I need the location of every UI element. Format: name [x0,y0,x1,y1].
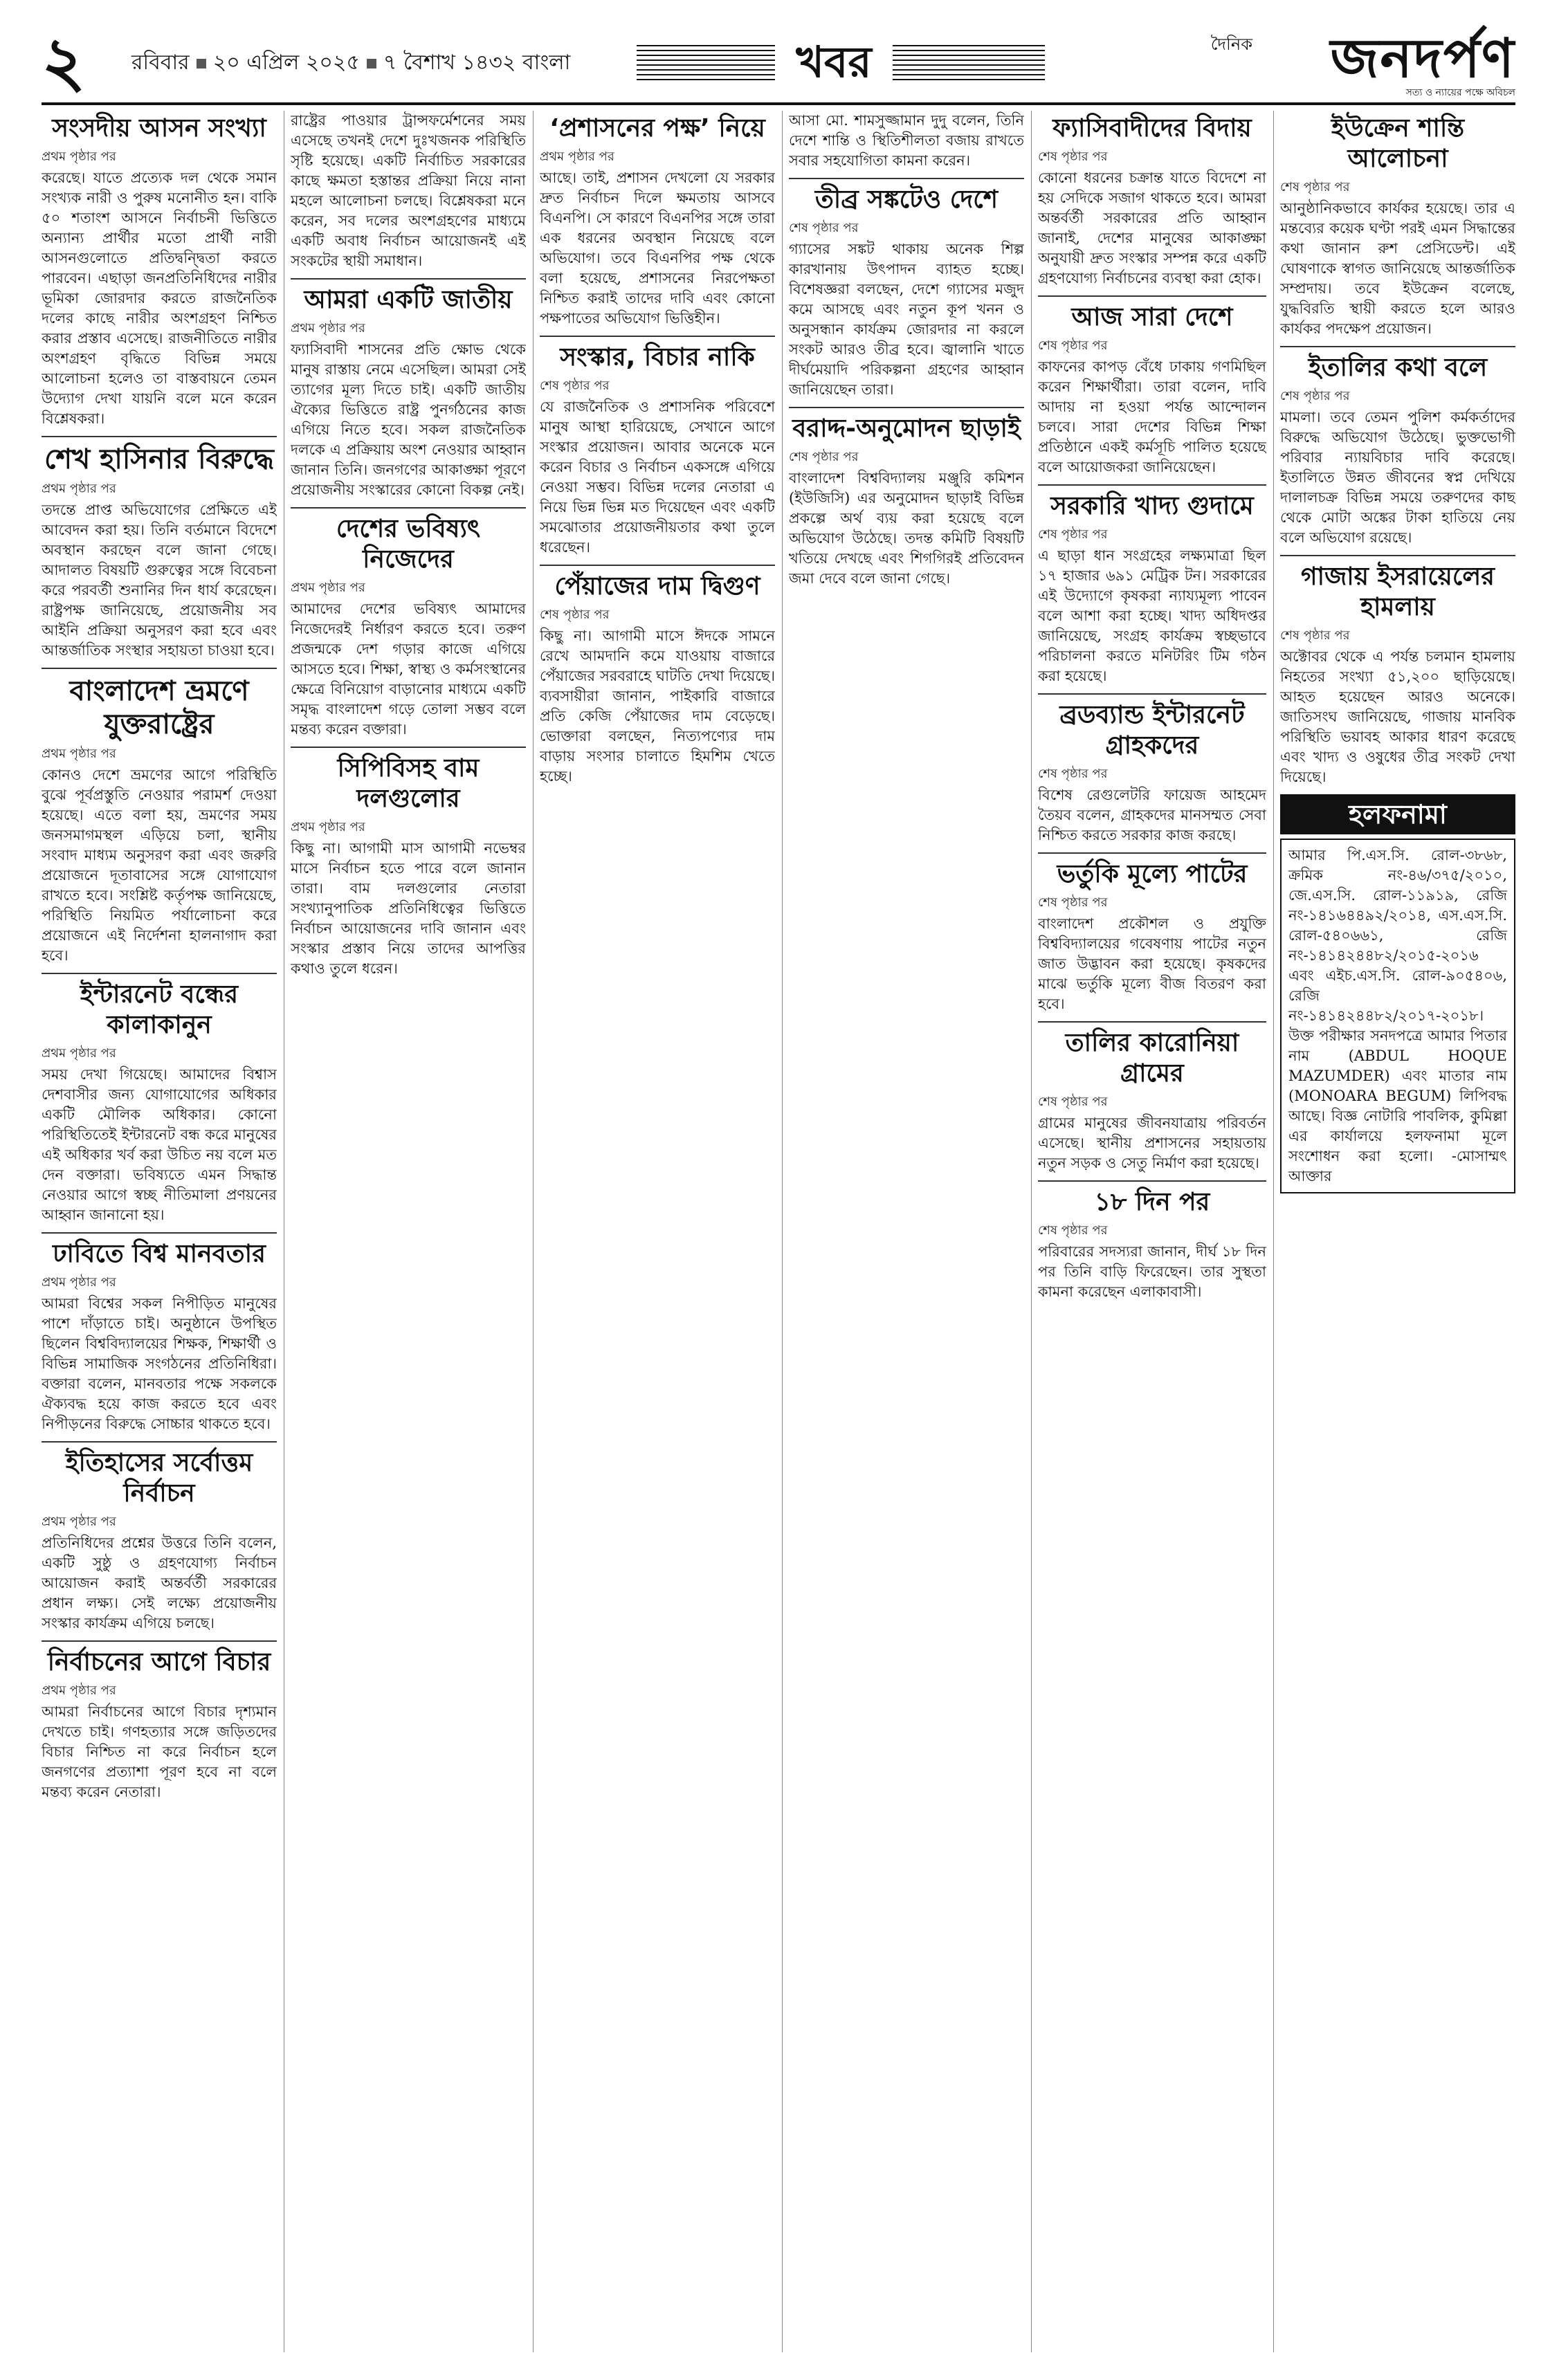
headline: তালির কারোনিয়া গ্রামের [1065,1029,1239,1088]
divider [1280,346,1515,347]
date-english: ২০ এপ্রিল ২০২৫ [212,51,360,75]
headline: আমরা একটি জাতীয় [304,286,513,314]
article [1038,1028,1266,1173]
continued-label: শেষ পৃষ্ঠার পর [1038,527,1108,542]
masthead [42,23,1515,102]
headline: ঢাবিতে বিশ্ব মানবতার [53,1240,266,1268]
continued-label: শেষ পৃষ্ঠার পর [1038,895,1108,910]
headline: সরকারি খাদ্য গুদামে [1050,492,1254,520]
continued-label: শেষ পৃষ্ঠার পর [1038,767,1108,781]
article [789,111,1024,171]
article-body: আছে। তাই, প্রশাসন দেখলো যে সরকার দ্রুত নির্বাচন দিলে ক্ষমতায় আসবে বিএনপি। সে কারণে বিএনপির সঙ্গে তারা এক ধরনের অবস্থান নিয়েছে বলে অভিযোগ। তবে বিএনপির পক্ষ থেকে বলা হয়েছে, প্রশাসনের নিরপেক্ষতা নিশ্চিত করাই তাদের দাবি এবং কোনো পক্ষপাতের অভিযোগ ভিত্তিহীন। [540,170,775,327]
article-body: গ্যাসের সঙ্কট থাকায় অনেক শিল্প কারখানায় উৎপাদন ব্যাহত হচ্ছে। বিশেষজ্ঞরা বলছেন, দেশে গ্যাসের মজুদ কমে আসছে এবং নতুন কূপ খনন ও অনুসন্ধান কার্যক্রম জোরদার না করলে সংকট আরও তীব্র হবে। জ্বালানি খাতে দীর্ঘমেয়াদি পরিকল্পনা গ্রহণের আহ্বান জানিয়েছেন তারা। [789,241,1024,398]
article-body: আনুষ্ঠানিকভাবে কার্যকর হয়েছে। তার এ মন্তব্যের কয়েক ঘণ্টা পরই এমন সিদ্ধান্তের কথা জানান রুশ প্রেসিডেন্ট। এই ঘোষণাকে স্বাগত জানিয়েছে আন্তর্জাতিক সম্প্রদায়। তবে ইউক্রেন বলেছে, যুদ্ধবিরতি স্থায়ী করতে হলে আরও কার্যকর পদক্ষেপ প্রয়োজন। [1280,200,1515,337]
affidavit-notice [1280,839,1515,1193]
article [42,1647,277,1802]
article [42,1448,277,1633]
dateline [131,46,570,81]
article [42,675,277,966]
article [1280,562,1515,787]
continued-label: শেষ পৃষ্ঠার পর [1038,338,1108,353]
article-body: তদন্তে প্রাপ্ত অভিযোগের প্রেক্ষিতে এই আবেদন করা হয়। তিনি বর্তমানে বিদেশে অবস্থান করছেন বলে জানা গেছে। আদালত বিষয়টি গুরুত্বের সঙ্গে বিবেচনা করে পরবর্তী শুনানির দিন ধার্য করেছেন। রাষ্ট্রপক্ষ জানিয়েছে, প্রয়োজনীয় সব আইনি প্রক্রিয়া অনুসরণ করা হবে এবং আন্তর্জাতিক সংস্থার সহায়তা চাওয়া হবে। [42,502,277,659]
column-3 [540,111,775,2352]
article [789,414,1024,589]
article-body: সময় দেখা গিয়েছে। আমাদের বিশ্বাস দেশবাসীর জন্য যোগাযোগের অধিকার একটি মৌলিক অধিকার। কোনো পরিস্থিতিতেই ইন্টারনেট বন্ধ করে মানুষের এই অধিকার খর্ব করা উচিত নয় বলে মত দেন বক্তারা। ভবিষ্যতে এমন সিদ্ধান্ত নেওয়ার আগে স্বচ্ছ নীতিমালা প্রণয়নের আহ্বান জানানো হয়। [42,1066,277,1223]
article [291,111,526,271]
continued-label: প্রথম পৃষ্ঠার পর [42,1683,116,1698]
divider [42,668,277,669]
newspaper-brand [1142,28,1515,97]
continued-label: প্রথম পৃষ্ঠার পর [42,1514,116,1529]
divider [291,278,526,280]
article [1038,700,1266,845]
divider [1038,295,1266,297]
column-rule [1031,111,1032,2352]
divider [291,747,526,748]
column-rule [533,111,534,2352]
divider [1280,555,1515,556]
continued-label: শেষ পৃষ্ঠার পর [1280,389,1350,403]
headline: শেখ হাসিনার বিরুদ্ধে [44,443,274,475]
continued-label: শেষ পৃষ্ঠার পর [1038,1223,1108,1238]
divider [789,178,1024,179]
article-body: কিছু না। আগামী মাস আগামী নভেম্বর মাসে নির্বাচন হতে পারে বলে জানান তারা। বাম দলগুলোর নেতারা সংখ্যানুপাতিক প্রতিনিধিত্বের ভিত্তিতে নির্বাচন আয়োজনের দাবি জানান এবং সংস্কার প্রস্তাব নিয়ে তাদের আপত্তির কথাও তুলে ধরেন। [291,840,526,977]
article [1038,302,1266,477]
continued-label: প্রথম পৃষ্ঠার পর [42,149,116,164]
headline: দেশের ভবিষ্যৎ নিজেদের [336,515,481,574]
column-4 [789,111,1024,2352]
headline: ইন্টারনেট বন্ধের কালাকানুন [80,980,239,1039]
article [42,443,277,661]
article [42,1239,277,1434]
article [42,113,277,429]
column-rule [782,111,783,2352]
page-number: ২ [42,23,86,102]
headline: ভর্তুকি মূল্যে পাটের [1057,860,1248,888]
brand-name: জনদর্পণ [1330,28,1515,90]
divider [42,436,277,437]
article-body: কিছু না। আগামী মাসে ঈদকে সামনে রেখে আমদানি কমে যাওয়ায় বাজারে পেঁয়াজের সরবরাহে ঘাটতি দেখা দিয়েছে। ব্যবসায়ীরা জানান, পাইকারি বাজারে প্রতি কেজি পেঁয়াজের দাম বেড়েছে। ভোক্তারা বলছেন, নিত্যপণ্যের দাম বাড়ায় সংসার চালাতে হিমশিম খেতে হচ্ছে। [540,628,775,785]
article-body: বাংলাদেশ বিশ্ববিদ্যালয় মঞ্জুরি কমিশন (ইউজিসি) এর অনুমোদন ছাড়াই বিভিন্ন প্রকল্পে অর্থ ব্যয় করা হয়েছে বলে অভিযোগ উঠেছে। তদন্ত কমিটি বিষয়টি খতিয়ে দেখছে এবং শিগগিরই প্রতিবেদন জমা দেবে বলে জানা গেছে। [789,470,1024,587]
divider [789,407,1024,408]
column-6 [1280,111,1515,2352]
headline: সিপিবিসহ বাম দলগুলোর [337,754,480,813]
continued-label: প্রথম পৃষ্ঠার পর [540,149,614,164]
article-body: আমরা নির্বাচনের আগে বিচার দৃশ্যমান দেখতে চাই। গণহত্যার সঙ্গে জড়িতদের বিচার নিশ্চিত না করে নির্বাচন হলে জনগণের প্রত্যাশা পূরণ হবে না বলে মন্তব্য করেন নেতারা। [42,1703,277,1800]
article [1280,353,1515,548]
headline: ফ্যাসিবাদীদের বিদায় [1052,114,1252,143]
continued-label: শেষ পৃষ্ঠার পর [1280,180,1350,194]
divider [1038,852,1266,854]
headline: ইতালির কথা বলে [1308,354,1488,382]
divider [42,1640,277,1642]
headline: বরাদ্দ-অনুমোদন ছাড়াই [792,414,1021,443]
article [540,113,775,329]
divider [1038,484,1266,486]
article-body: বাংলাদেশ প্রকৌশল ও প্রযুক্তি বিশ্ববিদ্যালয়ের গবেষণায় পাটের নতুন জাত উদ্ভাবন করা হয়েছে। কৃষকদের মাঝে ভর্তুকি মূল্যে বীজ বিতরণ করা হবে। [1038,915,1266,1012]
brand-prefix: দৈনিক [1210,35,1252,54]
article [789,185,1024,400]
headline: ইতিহাসের সর্বোত্তম নির্বাচন [65,1449,253,1508]
article [42,980,277,1225]
article-body: করেছে। যাতে প্রত্যেক দল থেকে সমান সংখ্যক নারী ও পুরুষ মনোনীত হন। বাকি ৫০ শতাংশ আসনে নির্বাচনী ভিত্তিতে অন্যান্য প্রার্থীর মতো প্রার্থী নারী আসনগুলোতে প্রতিদ্বন্দ্বিতা করতে পারবেন। এছাড়া জনপ্রতিনিধিদের নারীর ভূমিকা জোরদার করতে রাজনৈতিক দলের কাছে নারীর অংশগ্রহণ নিশ্চিত করার প্রস্তাব এসেছে। রাজনীতিতে নারীর অংশগ্রহণ বৃদ্ধিতে বিভিন্ন সময়ে আলোচনা হলেও তা বাস্তবায়নে তেমন উদ্যোগ দেখা যায়নি বলে মনে করেন বিশ্লেষকরা। [42,170,277,427]
headline: সংসদীয় আসন সংখ্যা [52,114,266,143]
headline: ‘প্রশাসনের পক্ষ’ নিয়ে [549,114,765,143]
headline: সংস্কার, বিচার নাকি [560,343,755,372]
day: রবিবার [131,51,190,75]
divider [42,973,277,974]
article-body: বিশেষ রেগুলেটরি ফায়েজ আহমেদ তৈয়ব বলেন, গ্রাহকদের মানসম্মত সেবা নিশ্চিত করতে সরকার কাজ করছে। [1038,787,1266,843]
article-body: পরিবারের সদস্যরা জানান, দীর্ঘ ১৮ দিন পর তিনি বাড়ি ফিরেছেন। তার সুস্থতা কামনা করেছেন এলাকাবাসী। [1038,1243,1266,1300]
headline: নির্বাচনের আগে বিচার [47,1648,271,1676]
continued-label: শেষ পৃষ্ঠার পর [540,607,610,622]
headline: পেঁয়াজের দাম দ্বিগুণ [554,572,760,601]
headline: ১৮ দিন পর [1094,1188,1210,1216]
continued-label: শেষ পৃষ্ঠার পর [789,221,859,235]
column-5 [1038,111,1266,2352]
divider [1038,1021,1266,1023]
continued-label: প্রথম পৃষ্ঠার পর [42,1275,116,1290]
headline: আজ সারা দেশে [1071,303,1233,331]
article-body: আমরা বিশ্বের সকল নিপীড়িত মানুষের পাশে দাঁড়াতে চাই। অনুষ্ঠানে উপস্থিত ছিলেন বিশ্ববিদ্যালয়ের শিক্ষক, শিক্ষার্থী ও বিভিন্ন সামাজিক সংগঠনের প্রতিনিধিরা। বক্তারা বলেন, মানবতার পক্ষে সকলকে ঐক্যবদ্ধ হয়ে কাজ করতে হবে এবং নিপীড়নের বিরুদ্ধে সোচ্চার থাকতে হবে। [42,1295,277,1432]
divider [1038,693,1266,695]
divider [42,1232,277,1234]
divider [540,336,775,337]
continued-label: শেষ পৃষ্ঠার পর [1038,1095,1108,1109]
article [291,753,526,979]
article-body: আমাদের দেশের ভবিষ্যৎ আমাদের নিজেদেরই নির্ধারণ করতে হবে। তরুণ প্রজন্মকে দেশ গড়ার কাজে এগিয়ে আসতে হবে। শিক্ষা, স্বাস্থ্য ও কর্মসংস্থানের ক্ষেত্রে বিনিয়োগ বাড়ানোর মাধ্যমে একটি সমৃদ্ধ বাংলাদেশ গড়ে তোলা সম্ভব বলে মন্তব্য করেন বক্তারা। [291,601,526,738]
brand-tagline: সত্য ও ন্যায়ের পক্ষে অবিচল [1405,87,1515,98]
article [1280,113,1515,339]
continued-label: শেষ পৃষ্ঠার পর [789,450,859,464]
section-label: খবর [775,35,893,90]
article [540,342,775,558]
notice-body: আমার পি.এস.সি. রোল-৩৮৬৮, ক্রমিক নং-৪৬/৩৭৫/২০১০, জে.এস.সি. রোল-১১৯১৯, রেজি নং-১৪১৬৪৪৯২/২০১৪, এস.এস.সি. রোল-৫৪০৬৬১, রেজি নং-১৪১৪২৪৪৮২/২০১৫-২০১৬ এবং এইচ.এস.সি. রোল-৯০৫৪০৬, রেজি নং-১৪১৪২৪৪৮২/২০১৭-২০১৮। উক্ত পরীক্ষার সনদপত্রে আমার পিতার নাম (ABDUL HOQUE MAZUMDER) এবং মাতার নাম (MONOARA BEGUM) লিপিবদ্ধ আছে। বিজ্ঞ নোটারি পাবলিক, কুমিল্লা এর কার্যালয়ে হলফনামা মূলে সংশোধন করা হলো। -মোসাম্মৎ আক্তার [1288,847,1507,1184]
masthead-rule [42,102,1515,105]
article-body: যে রাজনৈতিক ও প্রশাসনিক পরিবেশে মানুষ আস্থা হারিয়েছে, সেখানে আগে সংস্কার প্রয়োজন। আবার অনেকে মনে করেন বিচার ও নির্বাচন একসঙ্গে এগিয়ে নেওয়া সম্ভব। বিভিন্ন দলের নেতারা এ নিয়ে ভিন্ন ভিন্ন মত দিয়েছেন এবং একটি সমঝোতার প্রয়োজনীয়তার কথা তুলে ধরেছেন। [540,399,775,556]
headline: ব্রডব্যান্ড ইন্টারনেট গ্রাহকদের [1059,701,1245,760]
article-body: কোনো ধরনের চক্রান্ত যাতে বিদেশে না হয় সেদিকে সজাগ থাকতে হবে। আমরা অন্তর্বর্তী সরকারের প্রতি আহ্বান জানাই, দেশের মানুষের আকাঙ্ক্ষা অনুযায়ী দ্রুত সংস্কার সম্পন্ন করে একটি গ্রহণযোগ্য নির্বাচনের ব্যবস্থা করা হোক। [1038,170,1266,286]
article [1038,113,1266,289]
article [540,571,775,787]
headline: বাংলাদেশ ভ্রমণে যুক্তরাষ্ট্রের [69,675,249,740]
continued-label: প্রথম পৃষ্ঠার পর [42,747,116,761]
article-body: অক্টোবর থেকে এ পর্যন্ত চলমান হামলায় নিহতের সংখ্যা ৫১,২০০ ছাড়িয়েছে। আহত হয়েছেন আরও অনেকে। জাতিসংঘ জানিয়েছে, গাজায় মানবিক পরিস্থিতি ভয়াবহ আকার ধারণ করেছে এবং খাদ্য ও ওষুধের তীব্র সংকট দেখা দিয়েছে। [1280,648,1515,785]
column-1 [42,111,277,2352]
headline: তীব্র সঙ্কটেও দেশে [814,185,999,214]
article-body: রাষ্ট্রের পাওয়ার ট্রান্সফর্মেশনের সময় এসেছে তখনই দেশে দুঃখজনক পরিস্থিতি সৃষ্টি হয়েছে। একটি নির্বাচিত সরকারের কাছে ক্ষমতা হস্তান্তর প্রক্রিয়া নিয়ে নানা মহলে আলোচনা চলছে। বিশ্লেষকরা মনে করেন, সব দলের অংশগ্রহণের মাধ্যমে একটি অবাধ নির্বাচন আয়োজনই এই সংকটের স্থায়ী সমাধান। [291,112,526,269]
article [291,514,526,740]
headline: ইউক্রেন শান্তি আলোচনা [1331,114,1465,173]
continued-label: প্রথম পৃষ্ঠার পর [42,1046,116,1061]
article-body: ফ্যাসিবাদী শাসনের প্রতি ক্ষোভ থেকে মানুষ রাস্তায় নেমে এসেছিল। আমরা সেই ত্যাগের মূল্য দিতে চাই। একটি জাতীয় ঐক্যের ভিত্তিতে রাষ্ট্র পুনর্গঠনের কাজ এগিয়ে নিতে হবে। সকল রাজনৈতিক দলকে এ প্রক্রিয়ায় অংশ নেওয়ার আহ্বান জানান তিনি। জনগণের আকাঙ্ক্ষা পূরণে প্রয়োজনীয় সংস্কারের কোনো বিকল্প নেই। [291,341,526,498]
article [291,285,526,500]
article-body: কাফনের কাপড় বেঁধে ঢাকায় গণমিছিল করেন শিক্ষার্থীরা। তারা বলেন, দাবি আদায় না হওয়া পর্যন্ত আন্দোলন চলবে। সারা দেশের বিভিন্ন শিক্ষা প্রতিষ্ঠানে একই কর্মসূচি পালিত হয়েছে বলে আয়োজকরা জানিয়েছেন। [1038,358,1266,475]
separator-icon [197,59,206,68]
divider [1038,1180,1266,1182]
article-body: কোনও দেশে ভ্রমণের আগে পরিস্থিতি বুঝে পূর্বপ্রস্তুতি নেওয়ার পরামর্শ দেওয়া হয়েছে। এতে বলা হয়, ভ্রমণের সময় জনসমাগমস্থল এড়িয়ে চলা, স্থানীয় সংবাদ মাধ্যম অনুসরণ করা এবং জরুরি প্রয়োজনে দূতাবাসের সঙ্গে যোগাযোগ রাখতে হবে। সংশ্লিষ্ট কর্তৃপক্ষ জানিয়েছে, পরিস্থিতি নিয়মিত পর্যালোচনা করে প্রয়োজনে এই নির্দেশনা হালনাগাদ করা হবে। [42,767,277,964]
article-body: গ্রামের মানুষের জীবনযাত্রায় পরিবর্তন এসেছে। স্থানীয় প্রশাসনের সহায়তায় নতুন সড়ক ও সেতু নির্মাণ করা হয়েছে। [1038,1115,1266,1171]
divider [42,1441,277,1443]
continued-label: শেষ পৃষ্ঠার পর [540,378,610,393]
column-2 [291,111,526,2352]
notice-title: হলফনামা [1280,794,1515,834]
continued-label: প্রথম পৃষ্ঠার পর [291,820,365,834]
headline: গাজায় ইসরায়েলের হামলায় [1301,562,1495,621]
divider [291,507,526,509]
article [1038,1187,1266,1302]
continued-label: প্রথম পৃষ্ঠার পর [291,580,365,595]
article-body: প্রতিনিধিদের প্রশ্নের উত্তরে তিনি বলেন, একটি সুষ্ঠু ও গ্রহণযোগ্য নির্বাচন আয়োজন করাই অন্তর্বর্তী সরকারের প্রধান লক্ষ্য। সেই লক্ষ্যে প্রয়োজনীয় সংস্কার কার্যক্রম এগিয়ে চলছে। [42,1535,277,1631]
continued-label: প্রথম পৃষ্ঠার পর [42,482,116,496]
continued-label: শেষ পৃষ্ঠার পর [1280,628,1350,643]
separator-icon [367,59,376,68]
column-rule [1273,111,1274,2352]
article-body: এ ছাড়া ধান সংগ্রহের লক্ষ্যমাত্রা ছিল ১৭ হাজার ৬৯১ মেট্রিক টন। সরকারের এই উদ্যোগে কৃষকরা ন্যায্যমূল্য পাবেন বলে আশা করা হচ্ছে। খাদ্য অধিদপ্তর জানিয়েছে, সংগ্রহ কার্যক্রম স্বচ্ছভাবে পরিচালনা করতে মনিটরিং টিম গঠন করা হয়েছে। [1038,547,1266,684]
date-bangla: ৭ বৈশাখ ১৪৩২ বাংলা [383,51,571,75]
divider [540,565,775,566]
continued-label: প্রথম পৃষ্ঠার পর [291,321,365,336]
section-label-box [637,35,1045,90]
article-body: আসা মো. শামসুজ্জামান দুদু বলেন, তিনি দেশে শান্তি ও স্থিতিশীলতা বজায় রাখতে সবার সহযোগিতা কামনা করেন। [789,112,1024,169]
article [1038,859,1266,1014]
article-body: মামলা। তবে তেমন পুলিশ কর্মকর্তাদের বিরুদ্ধে অভিযোগ উঠেছে। ভুক্তভোগী পরিবার ন্যায়বিচার দাবি করেছে। ইতালিতে উন্নত জীবনের স্বপ্ন দেখিয়ে দালালচক্র বিভিন্ন সময়ে তরুণদের কাছ থেকে মোটা অঙ্কের টাকা হাতিয়ে নেয় বলে অভিযোগ রয়েছে। [1280,409,1515,546]
article [1038,491,1266,686]
continued-label: শেষ পৃষ্ঠার পর [1038,149,1108,164]
